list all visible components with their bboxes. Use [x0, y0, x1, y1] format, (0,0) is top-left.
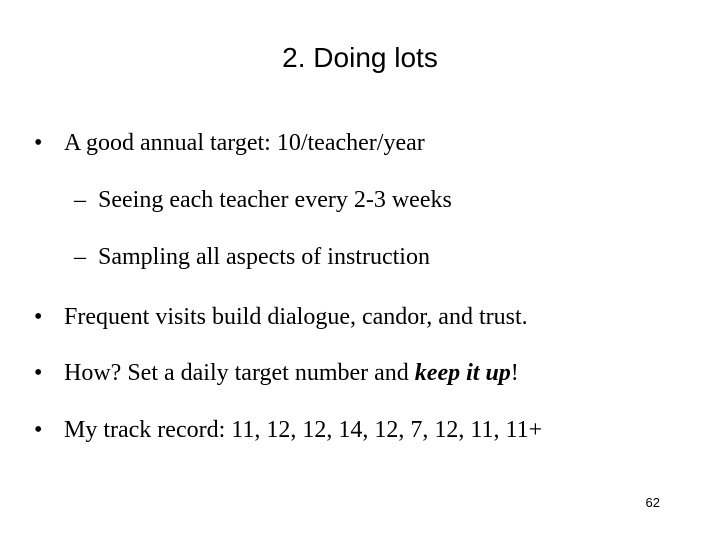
emphasis-text: keep it up [414, 360, 511, 386]
bullet-text: My track record: 11, 12, 12, 14, 12, 7, 12, 11, 11+ [64, 417, 543, 443]
bullet-icon: • [34, 304, 43, 330]
bullet-text: Frequent visits build dialogue, candor, and trust. [64, 304, 528, 330]
dash-icon: – [74, 244, 86, 270]
page-number: 62 [645, 495, 660, 510]
bullet-icon: • [34, 130, 43, 156]
bullet-icon: • [34, 360, 43, 386]
sub-bullet-text: Sampling all aspects of instruction [98, 244, 430, 270]
bullet-text: A good annual target: 10/teacher/year [64, 130, 425, 156]
bullet-icon: • [34, 417, 43, 443]
bullet-text-end: ! [510, 360, 519, 386]
bullet-text-start: How? Set a daily target number and [64, 360, 415, 386]
slide-title: 2. Doing lots [282, 42, 438, 73]
dash-icon: – [74, 187, 86, 213]
sub-bullet-text: Seeing each teacher every 2-3 weeks [98, 187, 452, 213]
bullet-text [64, 358, 519, 388]
